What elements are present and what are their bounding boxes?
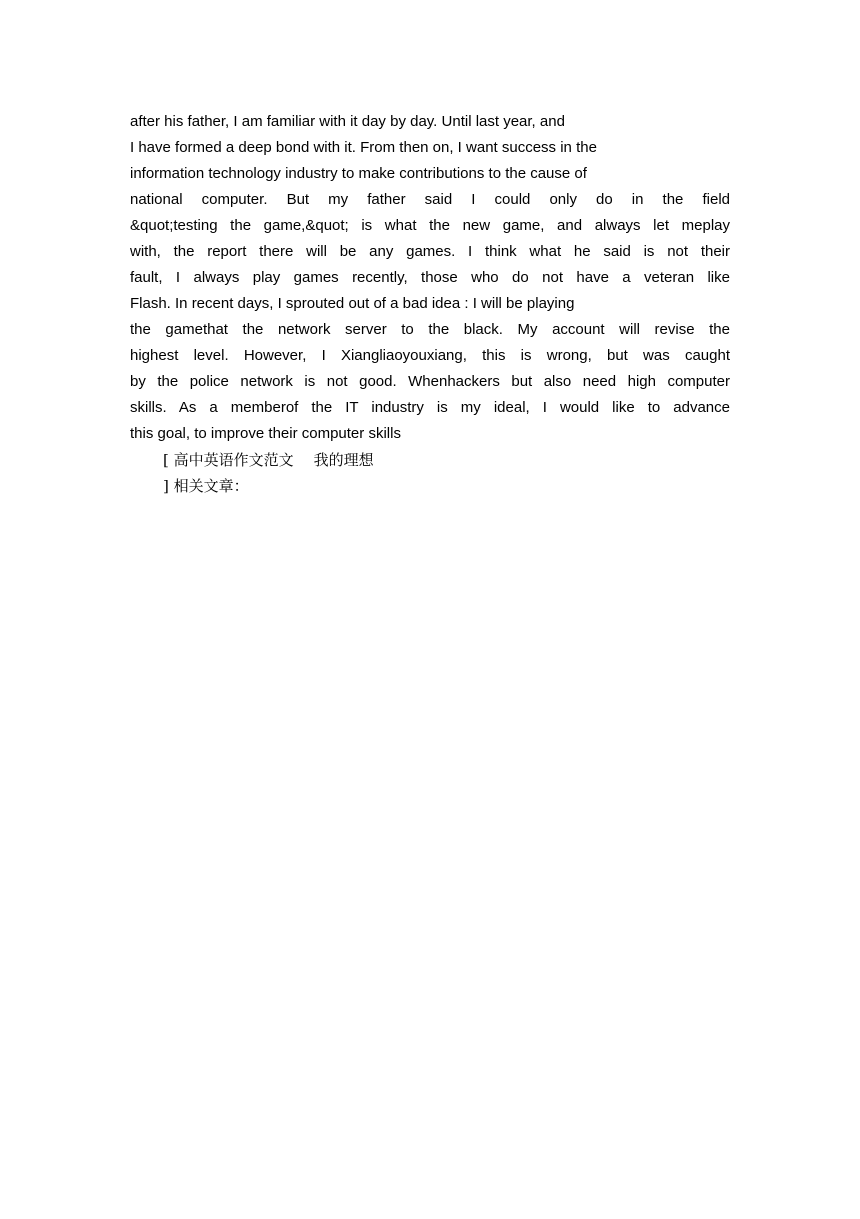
paragraph-line-12: skills. As a memberof the IT industry is my ideal, I would like to advance xyxy=(130,399,730,416)
paragraph-line-9: the gamethat the network server to the black. My account will revise the xyxy=(130,321,730,338)
paragraph-line-5: &quot;testing the game,&quot; is what the new game, and always let meplay xyxy=(130,217,730,234)
paragraph-line-7: fault, I always play games recently, those who do not have a veteran like xyxy=(130,269,730,286)
paragraph-line-10: highest level. However, I Xiangliaoyouxiang, this is wrong, but was caught xyxy=(130,347,730,364)
paragraph-line-11: by the police network is not good. Whenhackers but also need high computer xyxy=(130,373,730,390)
paragraph-line-13: this goal, to improve their computer skills xyxy=(130,425,401,442)
paragraph-line-4: national computer. But my father said I could only do in the field xyxy=(130,191,730,208)
related-title xyxy=(163,450,374,476)
paragraph-line-6: with, the report there will be any games. I think what he said is not their xyxy=(130,243,730,260)
paragraph-line-8: Flash. In recent days, I sprouted out of a bad idea : I will be playing xyxy=(130,295,575,312)
paragraph-line-1: after his father, I am familiar with it day by day. Until last year, and xyxy=(130,113,565,130)
related-articles-label: ] 相关文章： xyxy=(163,477,249,495)
related-title-part1: [ 高中英语作文范文 xyxy=(163,451,294,469)
paragraph-line-3: information technology industry to make contributions to the cause of xyxy=(130,165,587,182)
related-title-part2: 我的理想 xyxy=(313,451,374,469)
paragraph-line-2: I have formed a deep bond with it. From then on, I want success in the xyxy=(130,139,597,156)
essay-paragraph xyxy=(130,112,730,450)
